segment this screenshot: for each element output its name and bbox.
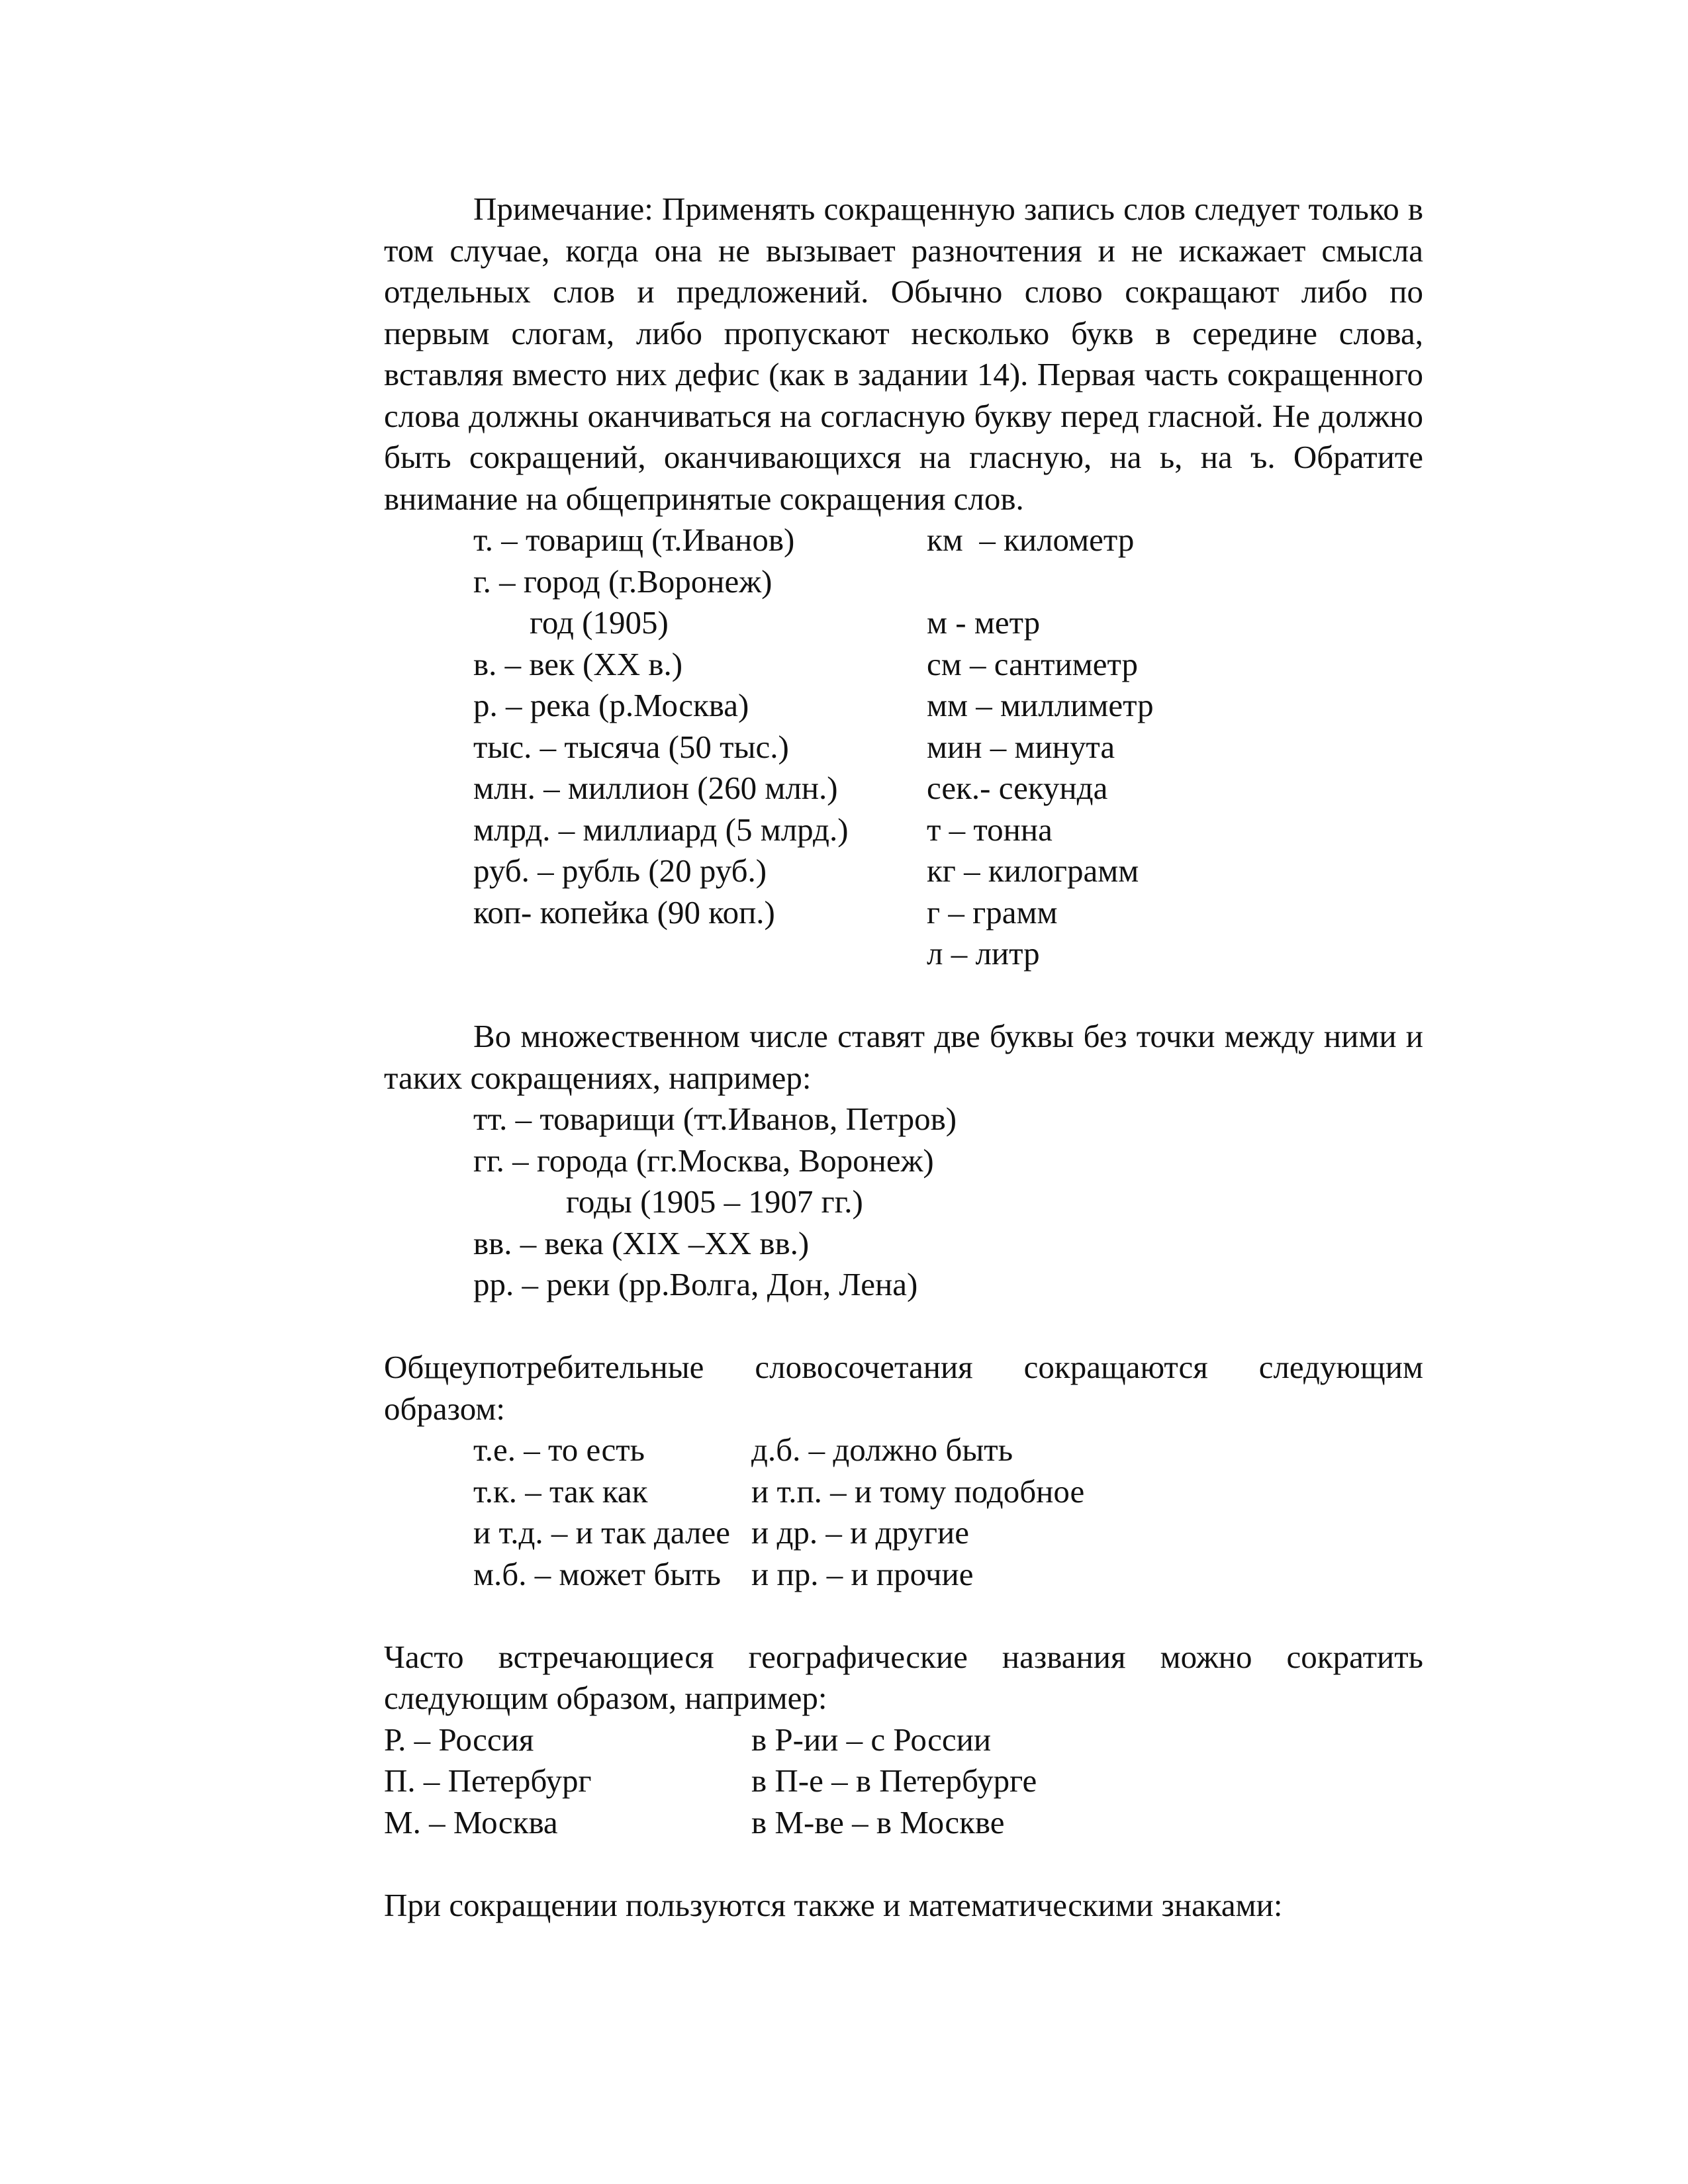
abbreviation-row <box>384 727 1423 768</box>
geo-right: в М-ве – в Москве <box>751 1803 1005 1841</box>
abbreviation-left: г. – город (г.Воронеж) <box>473 563 773 600</box>
abbreviation-right: мм – миллиметр <box>927 687 1154 723</box>
abbreviation-right: л – литр <box>927 935 1040 972</box>
abbreviation-row <box>384 561 1423 603</box>
plural-list <box>384 1099 1423 1306</box>
abbreviation-row <box>384 644 1423 686</box>
geo-row <box>384 1719 1423 1761</box>
geo-right: в П-е – в Петербурге <box>751 1762 1037 1799</box>
abbreviation-right: мин – минута <box>927 728 1115 765</box>
phrases-table <box>384 1430 1423 1595</box>
abbreviation-row <box>384 850 1423 892</box>
abbreviation-right: кг – килограмм <box>927 852 1139 889</box>
abbreviation-right: см – сантиметр <box>927 645 1138 682</box>
phrase-right: и пр. – и прочие <box>751 1555 974 1592</box>
abbreviation-row <box>384 520 1423 561</box>
phrase-row <box>384 1430 1423 1471</box>
math-intro: При сокращении пользуются также и математическими знаками: <box>384 1886 1283 1923</box>
phrase-left: м.б. – может быть <box>473 1555 721 1592</box>
plural-item: тт. – товарищи (тт.Иванов, Петров) <box>473 1101 957 1137</box>
abbreviation-left: коп- копейка (90 коп.) <box>473 893 775 931</box>
phrase-row <box>384 1512 1423 1554</box>
spacer <box>384 1306 1423 1347</box>
abbreviation-right: м - метр <box>927 604 1041 641</box>
abbreviation-row <box>384 602 1423 644</box>
plural-item: годы (1905 – 1907 гг.) <box>566 1183 863 1220</box>
geo-left: М. – Москва <box>384 1803 558 1841</box>
abbreviation-left: т. – товарищ (т.Иванов) <box>473 522 795 558</box>
abbreviation-left: год (1905) <box>530 604 669 641</box>
phrase-row <box>384 1471 1423 1513</box>
abbreviation-right: сек.- секунда <box>927 770 1108 806</box>
abbreviation-row <box>384 768 1423 809</box>
abbreviation-right: г – грамм <box>927 893 1058 931</box>
phrase-right: и др. – и другие <box>751 1514 969 1551</box>
geo-left: П. – Петербург <box>384 1762 592 1799</box>
spacer <box>384 975 1423 1017</box>
abbreviation-row <box>384 809 1423 851</box>
abbreviation-row <box>384 933 1423 975</box>
phrase-right: и т.п. – и тому подобное <box>751 1473 1085 1510</box>
abbreviations-table <box>384 520 1423 975</box>
abbreviation-left <box>384 933 927 975</box>
geo-table <box>384 1719 1423 1844</box>
geo-intro: Часто встречающиеся географические названия можно сократить следующим образом, например: <box>384 1638 1423 1716</box>
abbreviation-row <box>384 685 1423 727</box>
abbreviation-row <box>384 892 1423 934</box>
spacer <box>384 1595 1423 1637</box>
abbreviation-left: р. – река (р.Москва) <box>473 687 749 723</box>
abbreviation-right: км – километр <box>927 522 1135 558</box>
phrase-left: и т.д. – и так далее <box>473 1514 730 1551</box>
abbreviation-right <box>927 561 1423 603</box>
phrase-right: д.б. – должно быть <box>751 1432 1013 1468</box>
geo-row <box>384 1760 1423 1802</box>
abbreviation-left: млрд. – миллиард (5 млрд.) <box>473 811 849 848</box>
plural-item: вв. – века (XIX –XX вв.) <box>473 1224 810 1261</box>
phrase-left: т.е. – то есть <box>473 1432 645 1468</box>
abbreviation-left: тыс. – тысяча (50 тыс.) <box>473 728 789 765</box>
abbreviation-left: млн. – миллион (260 млн.) <box>473 770 838 806</box>
geo-left: Р. – Россия <box>384 1721 534 1758</box>
abbreviation-left: в. – век (XX в.) <box>473 645 683 682</box>
geo-right: в Р-ии – с России <box>751 1721 992 1758</box>
phrase-row <box>384 1554 1423 1596</box>
plural-item: гг. – города (гг.Москва, Воронеж) <box>473 1142 934 1179</box>
plural-intro: Во множественном числе ставят две буквы без точки между ними и таких сокращениях, например: <box>384 1018 1423 1096</box>
plural-item: рр. – реки (рр.Волга, Дон, Лена) <box>473 1266 918 1302</box>
abbreviation-right: т – тонна <box>927 811 1053 848</box>
abbreviation-left: руб. – рубль (20 руб.) <box>473 852 767 889</box>
geo-row <box>384 1802 1423 1844</box>
spacer <box>384 1843 1423 1885</box>
phrases-intro: Общеупотребительные словосочетания сокращаются следующим образом: <box>384 1349 1423 1427</box>
note-paragraph: Примечание: Применять сокращенную запись слов следует только в том случае, когда она не вызывает разночтения и не искажает смысла отдельных слов и предложений. Обычно слово сокращают либо по первым слогам, либо пропускают несколько букв в середине слова, вставляя вместо них дефис (как в задании 14). Первая часть сокращенного слова должны оканчиваться на согласную букву перед гласной. Не должно быть сокращений, оканчивающихся на гласную, на ь, на ъ. Обратите внимание на общепринятые сокращения слов. <box>384 191 1423 517</box>
document-page <box>384 189 1423 1926</box>
phrase-left: т.к. – так как <box>473 1473 648 1510</box>
